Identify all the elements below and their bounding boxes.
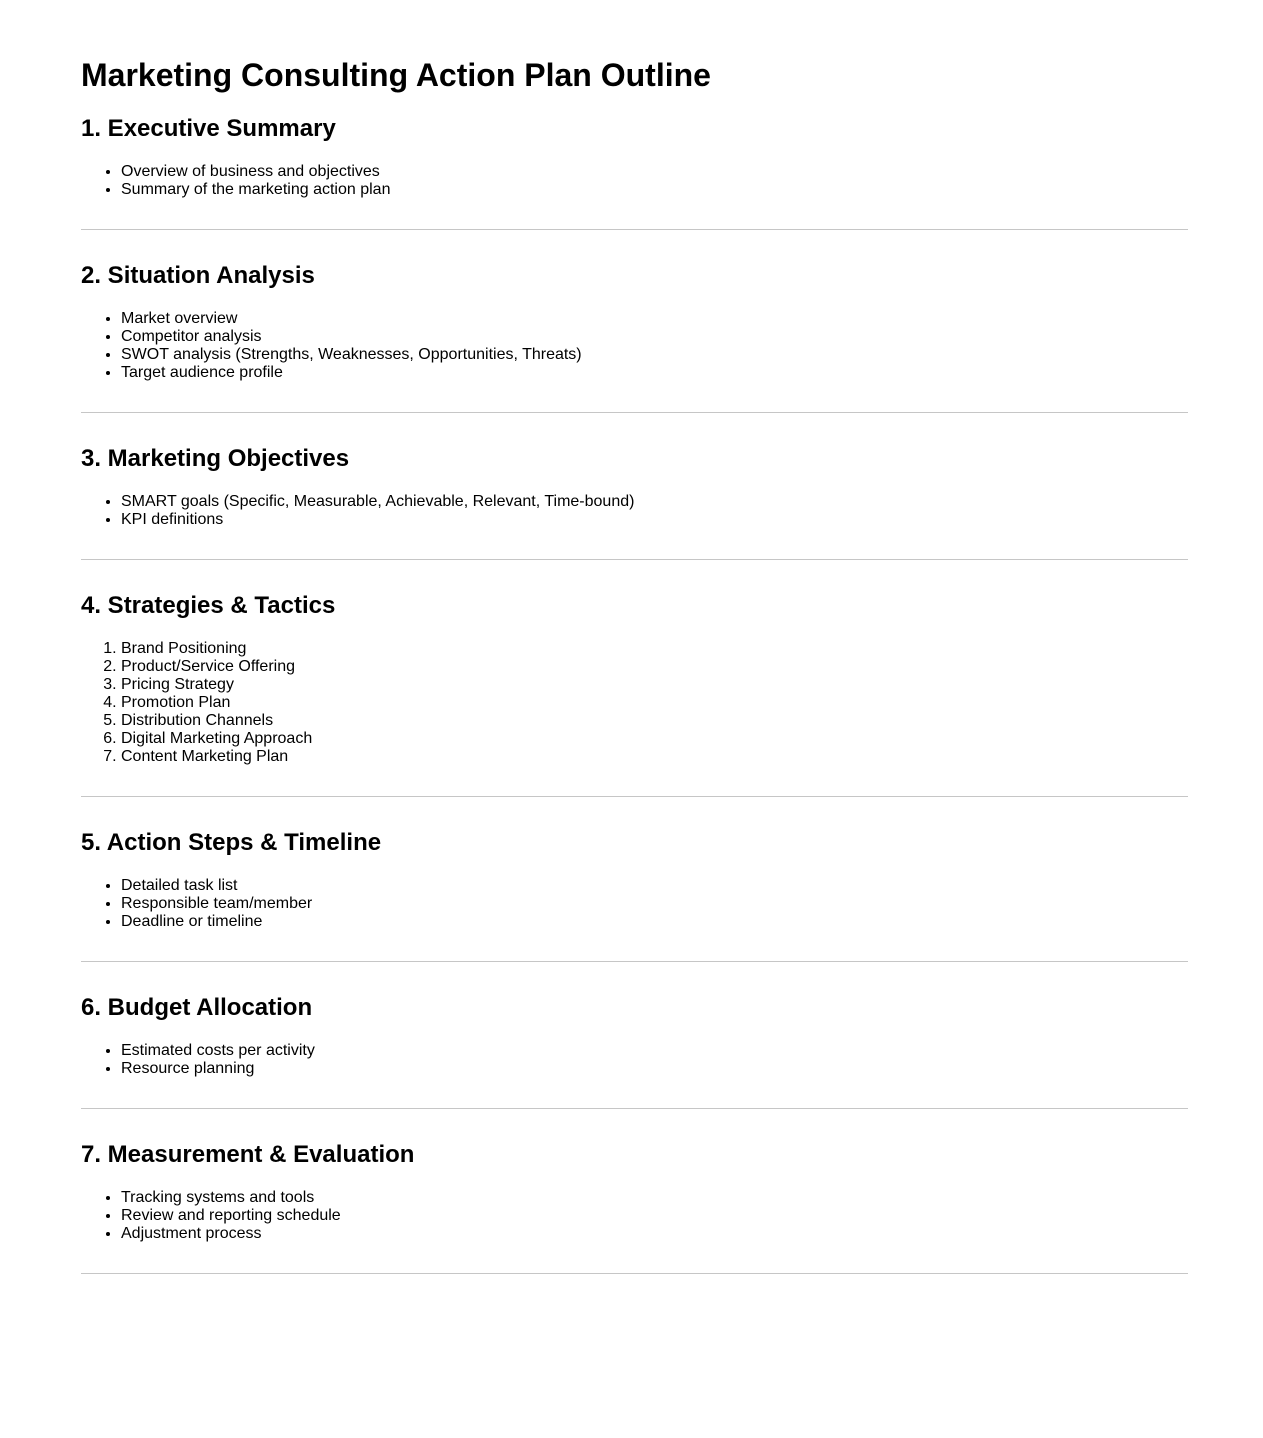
- document: [81, 57, 1188, 1274]
- outline-section: [81, 262, 1188, 413]
- list-item: • Competitor analysis: [121, 328, 1188, 346]
- list-item: • Summary of the marketing action plan: [121, 181, 1188, 199]
- list-item: • Target audience profile: [121, 364, 1188, 382]
- list-item: • Tracking systems and tools: [121, 1189, 1188, 1207]
- list-item: • Estimated costs per activity: [121, 1042, 1188, 1060]
- section-divider: [81, 961, 1188, 962]
- list-item: 2. Product/Service Offering: [121, 658, 1188, 676]
- list-item: 7. Content Marketing Plan: [121, 748, 1188, 766]
- outline-section: [81, 115, 1188, 230]
- section-heading: 7. Measurement & Evaluation: [81, 1141, 415, 1168]
- outline-list: [81, 1189, 1188, 1243]
- section-divider: [81, 559, 1188, 560]
- section-heading: 5. Action Steps & Timeline: [81, 829, 382, 856]
- section-divider: [81, 229, 1188, 230]
- list-item: • Market overview: [121, 310, 1188, 328]
- list-item: 5. Distribution Channels: [121, 712, 1188, 730]
- list-item: • Responsible team/member: [121, 895, 1188, 913]
- list-item: 4. Promotion Plan: [121, 694, 1188, 712]
- outline-list: [81, 877, 1188, 931]
- list-item: • SWOT analysis (Strengths, Weaknesses, Opportunities, Threats): [121, 346, 1188, 364]
- outline-list: [81, 493, 1188, 529]
- outline-list: [81, 163, 1188, 199]
- section-divider: [81, 412, 1188, 413]
- section-heading: 6. Budget Allocation: [81, 994, 313, 1021]
- outline-list: [81, 1042, 1188, 1078]
- sections-container: [81, 115, 1188, 1274]
- list-item: • Detailed task list: [121, 877, 1188, 895]
- outline-section: [81, 592, 1188, 797]
- list-item: • KPI definitions: [121, 511, 1188, 529]
- outline-list: [81, 310, 1188, 382]
- section-heading: 4. Strategies & Tactics: [81, 592, 336, 619]
- list-item: • Review and reporting schedule: [121, 1207, 1188, 1225]
- list-item: • SMART goals (Specific, Measurable, Achievable, Relevant, Time-bound): [121, 493, 1188, 511]
- list-item: 3. Pricing Strategy: [121, 676, 1188, 694]
- page-title: Marketing Consulting Action Plan Outline: [81, 57, 711, 93]
- list-item: • Deadline or timeline: [121, 913, 1188, 931]
- outline-list: [81, 640, 1188, 766]
- list-item: 1. Brand Positioning: [121, 640, 1188, 658]
- outline-section: [81, 994, 1188, 1109]
- section-divider: [81, 1273, 1188, 1274]
- section-heading: 3. Marketing Objectives: [81, 445, 350, 472]
- list-item: • Resource planning: [121, 1060, 1188, 1078]
- list-item: • Overview of business and objectives: [121, 163, 1188, 181]
- outline-section: [81, 445, 1188, 560]
- section-divider: [81, 1108, 1188, 1109]
- outline-section: [81, 829, 1188, 962]
- section-heading: 1. Executive Summary: [81, 115, 336, 142]
- outline-section: [81, 1141, 1188, 1274]
- list-item: • Adjustment process: [121, 1225, 1188, 1243]
- section-heading: 2. Situation Analysis: [81, 262, 315, 289]
- section-divider: [81, 796, 1188, 797]
- list-item: 6. Digital Marketing Approach: [121, 730, 1188, 748]
